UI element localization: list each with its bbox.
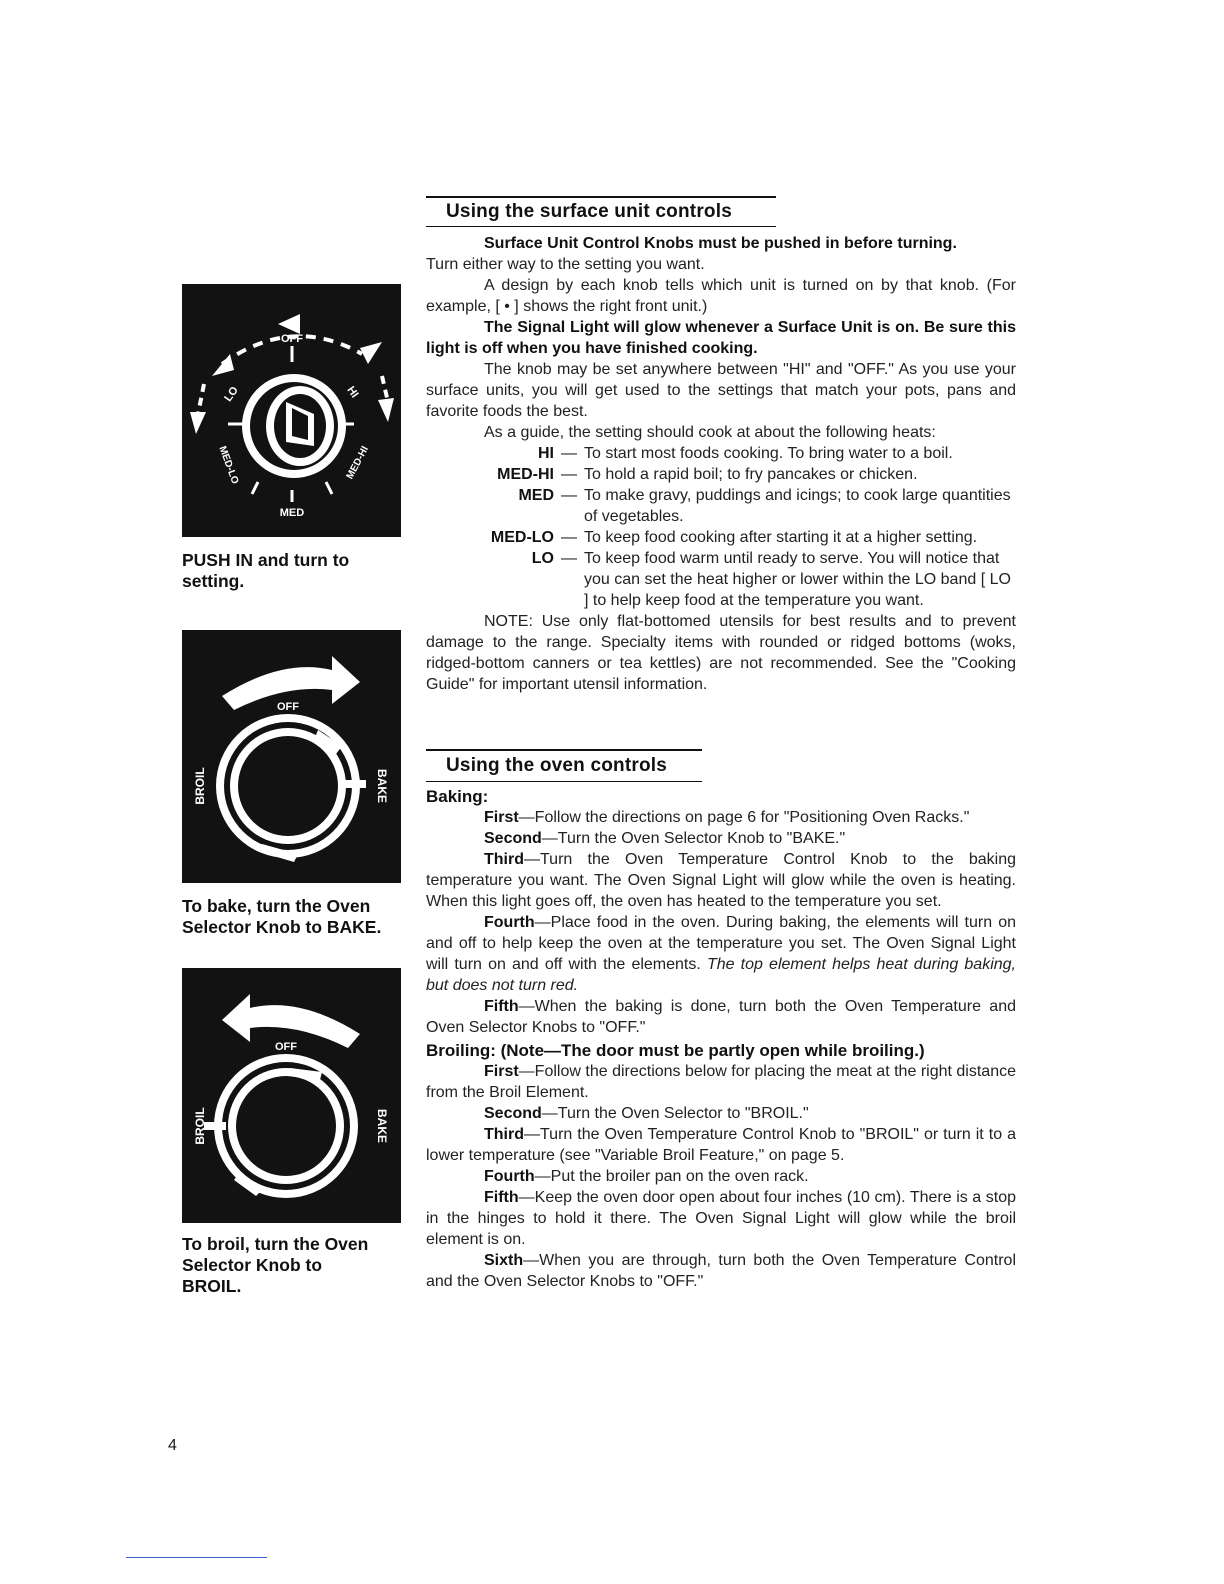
step-label: Third [484, 851, 524, 868]
surface-paragraph [426, 317, 1016, 359]
step-label: Third [484, 1126, 524, 1143]
bake-knob-figure [182, 630, 401, 883]
step-text: —Put the broiler pan on the oven rack. [534, 1168, 809, 1185]
heat-row-med: MED — To make gravy, puddings and icings; to cook large quantities of vegetables. [426, 485, 1016, 527]
step-label: Sixth [484, 1252, 524, 1269]
surface-heading-top-rule [426, 196, 776, 198]
heat-label: MED-LO [490, 529, 554, 546]
heat-row-med-hi: MED-HI — To hold a rapid boil; to fry pancakes or chicken. [426, 464, 1016, 485]
step-label: First [484, 1063, 519, 1080]
step-text: —Follow the directions on page 6 for "Positioning Oven Racks." [518, 809, 970, 826]
surface-paragraph [426, 233, 1016, 254]
knob-label-med: MED [279, 507, 305, 519]
heat-label: MED-HI [497, 466, 554, 483]
step-label: Fourth [484, 914, 535, 931]
knob-label-off: OFF [277, 701, 299, 713]
caption-line: Selector Knob to [182, 1255, 323, 1275]
step-label: Second [484, 1105, 542, 1122]
bold-text: The Signal Light will glow whenever a Surface Unit is on. Be sure this light is off when you have finished cooking. [426, 319, 1016, 357]
baking-step [426, 849, 1016, 912]
knob-label-bake: BAKE [375, 768, 389, 804]
heat-description: To make gravy, puddings and icings; to cook large quantities of vegetables. [584, 487, 1011, 525]
step-label: Fifth [484, 1189, 519, 1206]
surface-paragraph: Turn either way to the setting you want. [426, 256, 705, 273]
broiling-title: Broiling: (Note—The door must be partly open while broiling.) [426, 1041, 925, 1060]
baking-title: Baking: [426, 787, 489, 806]
heat-description: To start most foods cooking. To bring water to a boil. [584, 445, 953, 462]
step-italic-note: The top element helps heat during baking, but does not turn red. [426, 956, 1017, 994]
surface-section-body [426, 233, 1016, 695]
broil-knob-caption [182, 1234, 368, 1297]
note-label: NOTE: [484, 613, 533, 630]
knob-label-med-lo: MED-LO [216, 444, 241, 486]
surface-paragraph: As a guide, the setting should cook at about the following heats: [484, 424, 936, 441]
broiling-step [426, 1187, 1016, 1250]
baking-step [426, 912, 1016, 996]
knob-label-off: OFF [281, 333, 303, 345]
caption-line: To broil, turn the Oven [182, 1234, 369, 1254]
step-text: —Follow the directions below for placing the meat at the right distance from the Broil Element. [426, 1063, 1016, 1101]
step-label: Second [484, 830, 542, 847]
broiling-step [426, 1166, 1016, 1187]
step-text: —When the baking is done, turn both the Oven Temperature and Oven Selector Knobs to "OFF." [426, 998, 1016, 1036]
heat-label: HI [538, 445, 554, 462]
heat-label: LO [531, 550, 554, 567]
heat-row-med-lo: MED-LO — To keep food cooking after starting it at a higher setting. [426, 527, 1016, 548]
bake-knob-illustration [182, 630, 401, 883]
step-label: First [484, 809, 519, 826]
step-text: —Keep the oven door open about four inches (10 cm). There is a stop in the hinges to hold it there. The Oven Signal Light will glow while the broil element is on. [426, 1189, 1016, 1248]
surface-section-heading: Using the surface unit controls [446, 201, 732, 222]
knob-label-off: OFF [275, 1041, 297, 1053]
baking-step [426, 828, 1016, 849]
baking-step [426, 996, 1016, 1038]
surface-knob-illustration [182, 284, 401, 537]
step-text: —Turn the Oven Temperature Control Knob to the baking temperature you want. The Oven Signal Light will glow while the oven is heating. When this light goes off, the oven has heated to the temperature you set. [426, 851, 1016, 910]
surface-knob-figure [182, 284, 401, 537]
broiling-step [426, 1250, 1016, 1292]
knob-label-broil: BROIL [193, 1107, 207, 1145]
oven-heading-top-rule [426, 749, 702, 751]
caption-line: Selector Knob to BAKE. [182, 917, 382, 937]
knob-label-bake: BAKE [375, 1108, 389, 1144]
bold-text: Surface Unit Control Knobs must be pushed in before turning. [484, 235, 957, 252]
broiling-step [426, 1103, 1016, 1124]
surface-knob-caption [182, 550, 349, 592]
note-text: Use only flat-bottomed utensils for best results and to prevent damage to the range. Specialty items with rounded or ridged bottoms (woks, ridged-bottom canners or tea kettles) are not recommended. See the "Cooking Guide" for important utensil information. [426, 613, 1016, 693]
broiling-step [426, 1124, 1016, 1166]
page-number: 4 [168, 1437, 177, 1454]
step-label: Fifth [484, 998, 519, 1015]
baking-step [426, 807, 1016, 828]
step-text: —Place food in the oven. During baking, the elements will turn on and off to help keep the oven at the temperature you set. The Oven Signal Light will turn on and off with the elements. [426, 914, 1016, 973]
caption-line: PUSH IN and turn to [182, 550, 350, 570]
step-text: —Turn the Oven Selector to "BROIL." [541, 1105, 809, 1122]
knob-label-broil: BROIL [193, 767, 207, 805]
bake-knob-caption [182, 896, 381, 938]
surface-paragraph: A design by each knob tells which unit is turned on by that knob. (For example, [ • ] shows the right front unit.) [426, 277, 1016, 315]
step-text: —Turn the Oven Selector Knob to "BAKE." [541, 830, 846, 847]
knob-label-lo: LO [222, 384, 241, 404]
heat-label: MED [518, 487, 554, 504]
heat-description: To hold a rapid boil; to fry pancakes or chicken. [584, 466, 918, 483]
heat-row-hi: HI — To start most foods cooking. To bring water to a boil. [426, 443, 1016, 464]
caption-line: BROIL. [182, 1276, 242, 1296]
broil-knob-illustration [182, 968, 401, 1223]
knob-label-hi: HI [344, 384, 361, 401]
step-text: —When you are through, turn both the Oven Temperature Control and the Oven Selector Knobs to "OFF." [426, 1252, 1016, 1290]
heat-description: To keep food warm until ready to serve. You will notice that you can set the heat higher or lower within the LO band [ LO ] to help keep food at the temperature you want. [584, 550, 1011, 609]
oven-section-body [426, 786, 1016, 1292]
surface-paragraph: The knob may be set anywhere between "HI" and "OFF." As you use your surface units, you will get used to the settings that match your pots, pans and favorite foods the best. [426, 361, 1016, 420]
footer-rule [126, 1557, 267, 1558]
caption-line: setting. [182, 571, 245, 591]
knob-label-med-hi: MED-HI [344, 444, 371, 482]
heat-row-lo: LO — To keep food warm until ready to serve. You will notice that you can set the heat higher or lower within the LO band [ LO ] to help keep food at the temperature you want. [426, 548, 1016, 611]
broil-knob-figure [182, 968, 401, 1223]
oven-section-heading: Using the oven controls [446, 755, 668, 776]
caption-line: To bake, turn the Oven [182, 896, 371, 916]
heat-description: To keep food cooking after starting it at a higher setting. [584, 529, 978, 546]
step-label: Fourth [484, 1168, 535, 1185]
oven-heading-bottom-rule [426, 781, 702, 782]
broiling-step [426, 1061, 1016, 1103]
step-text: —Turn the Oven Temperature Control Knob to "BROIL" or turn it to a lower temperature (see "Variable Broil Feature," on page 5. [426, 1126, 1016, 1164]
surface-heading-bottom-rule [426, 226, 776, 227]
note-paragraph [426, 611, 1016, 695]
